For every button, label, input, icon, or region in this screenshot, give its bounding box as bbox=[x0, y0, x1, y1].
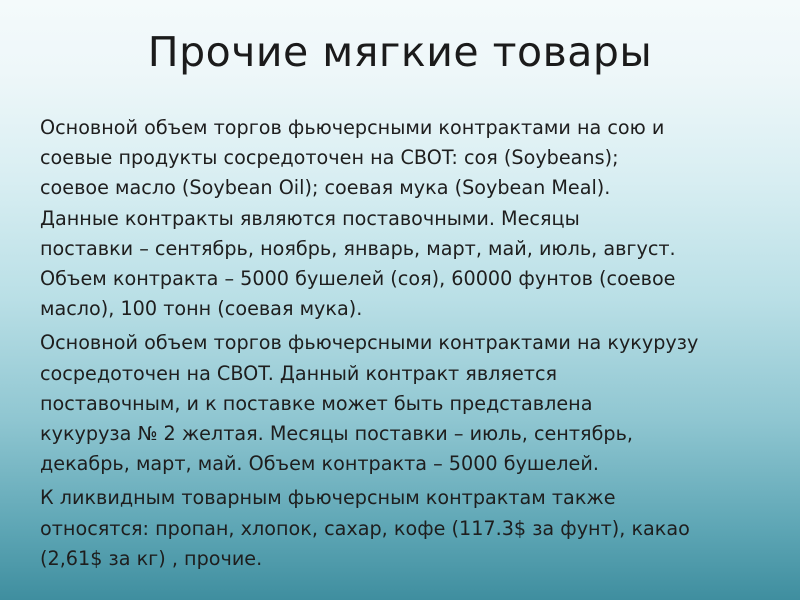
text-line: К ликвидным товарным фьючерсным контрактам также bbox=[40, 486, 616, 510]
text-line: поставочным, и к поставке может быть представлена bbox=[40, 391, 593, 415]
text-line: Основной объем торгов фьючерсными контрактами на сою и bbox=[40, 116, 665, 139]
paragraph-other-commodities bbox=[40, 483, 770, 574]
text-line: поставки – сентябрь, ноябрь, январь, март, май, июль, август. bbox=[40, 236, 676, 260]
paragraph-corn bbox=[40, 328, 770, 479]
slide-body bbox=[40, 113, 770, 578]
paragraph-soybeans bbox=[40, 113, 770, 324]
text-line: относятся: пропан, хлопок, сахар, кофе (117.3$ за фунт), какао bbox=[40, 516, 690, 540]
text-line: Основной объем торгов фьючерсными контрактами на кукурузу bbox=[40, 331, 699, 355]
text-line: соевые продукты сосредоточен на CBOT: соя (Soybeans); bbox=[40, 146, 619, 170]
text-line: декабрь, март, май. Объем контракта – 5000 бушелей. bbox=[40, 452, 599, 476]
text-line: масло), 100 тонн (соевая мука). bbox=[40, 297, 363, 321]
text-line: Объем контракта – 5000 бушелей (соя), 60000 фунтов (соевое bbox=[40, 267, 676, 291]
text-line: кукуруза № 2 желтая. Месяцы поставки – июль, сентябрь, bbox=[40, 422, 633, 446]
text-line: Данные контракты являются поставочными. Месяцы bbox=[40, 206, 580, 230]
text-line: сосредоточен на CBOT. Данный контракт является bbox=[40, 361, 558, 385]
text-line: (2,61$ за кг) , прочие. bbox=[40, 546, 263, 570]
slide-title: Прочие мягкие товары bbox=[147, 28, 653, 76]
text-line: соевое масло (Soybean Oil); соевая мука (Soybean Meal). bbox=[40, 176, 611, 200]
